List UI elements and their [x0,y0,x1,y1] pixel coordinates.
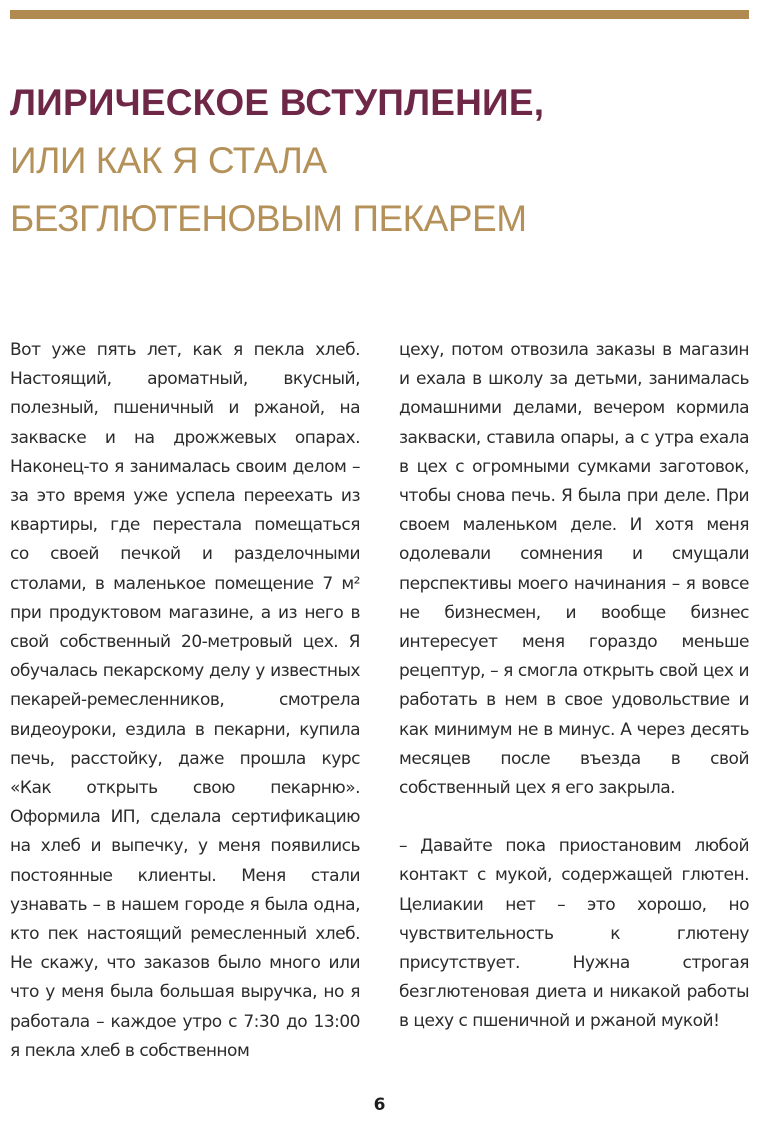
top-decorative-rule [10,10,749,19]
text-column-left [10,336,360,1066]
chapter-title-line-2: ИЛИ КАК Я СТАЛА [10,140,327,181]
dialogue-paragraph: – Давайте пока приостановим любой контакт с мукой, содержащей глютен. Целиакии нет – это хорошо, но чувствительность к глютену присутствует. Нужна строгая безглютеновая диета и никакой работы в цеху с пшеничной и ржаной мукой! [399,836,749,1032]
chapter-title-line-3: БЕЗГЛЮТЕНОВЫМ ПЕКАРЕМ [10,198,527,239]
page-number: 6 [373,1095,386,1115]
chapter-title-line-1: ЛИРИЧЕСКОЕ ВСТУПЛЕНИЕ, [10,82,545,123]
text-column-right [399,336,749,1037]
body-paragraph: цеху, потом отвозила заказы в магазин и ехала в школу за детьми, занималась домашними делами, вечером кормила закваски, ставила опары, а с утра ехала в цех с огромными сумками заготовок, чтобы снова печь. Я была при деле. При своем маленьком деле. И хотя меня одолевали сомнения и смущали перспективы моего начинания – я вовсе не бизнесмен, и вообще бизнес интересует меня гораздо меньше рецептур, – я смогла открыть свой цех и работать в нем в свое удовольствие и как минимум не в минус. А через десять месяцев после въезда в свой собственный цех я его закрыла. [399,340,749,799]
body-paragraph: Вот уже пять лет, как я пекла хлеб. Настоящий, ароматный, вкусный, полезный, пшеничный и ржаной, на закваске и на дрожжевых опарах. Наконец-то я занималась своим делом – за это время уже успела переехать из квартиры, где перестала помещаться со своей печкой и разделочными столами, в маленькое помещение 7 м² при продуктовом магазине, а из него в свой собственный 20-метровый цех. Я обучалась пекарскому делу у известных пекарей-ремесленников, смотрела видеоуроки, ездила в пекарни, купила печь, расстойку, даже прошла курс «Как открыть свою пекарню». Оформила ИП, сделала сертификацию на хлеб и выпечку, у меня появились постоянные клиенты. Меня стали узнавать – в нашем городе я была одна, кто пек настоящий ремесленный хлеб. Не скажу, что заказов было много или что у меня была большая выручка, но я работала – каждое утро с 7:30 до 13:00 я пекла хлеб в собственном [10,340,360,1061]
chapter-title [10,74,749,248]
